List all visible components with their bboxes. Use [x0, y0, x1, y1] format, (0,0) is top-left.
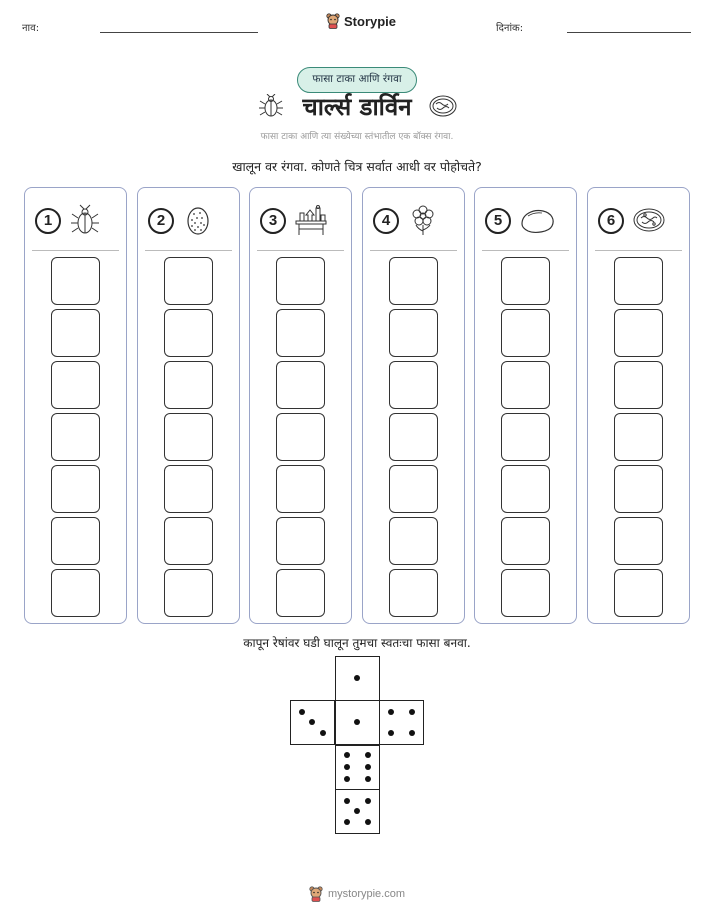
activity-badge: फासा टाका आणि रंगवा — [297, 67, 417, 93]
die-pip — [409, 709, 415, 715]
color-box[interactable] — [51, 257, 100, 305]
footer — [309, 886, 405, 902]
die-pip — [344, 752, 350, 758]
column-number: 3 — [260, 208, 286, 234]
color-box[interactable] — [501, 465, 550, 513]
stone-icon — [519, 204, 555, 238]
color-box[interactable] — [51, 465, 100, 513]
die-pip — [388, 730, 394, 736]
color-box[interactable] — [389, 309, 438, 357]
color-box[interactable] — [614, 257, 663, 305]
color-box[interactable] — [164, 569, 213, 617]
color-box[interactable] — [276, 309, 325, 357]
column-divider — [257, 250, 344, 251]
page-title: चार्ल्स डार्विन — [302, 93, 412, 121]
column-divider — [482, 250, 569, 251]
color-box[interactable] — [164, 361, 213, 409]
color-box[interactable] — [501, 257, 550, 305]
color-box[interactable] — [389, 257, 438, 305]
dice-column-6 — [587, 187, 690, 624]
die-pip — [309, 719, 315, 725]
die-pip — [365, 776, 371, 782]
dice-column-4 — [362, 187, 465, 624]
color-box[interactable] — [614, 309, 663, 357]
date-line[interactable] — [567, 32, 691, 33]
lab-table-icon — [294, 204, 330, 238]
color-box[interactable] — [389, 569, 438, 617]
column-header — [148, 201, 233, 241]
color-box[interactable] — [164, 517, 213, 565]
color-box[interactable] — [51, 309, 100, 357]
die-pip — [365, 764, 371, 770]
color-box[interactable] — [389, 361, 438, 409]
die-face — [290, 700, 335, 745]
die-pip — [365, 819, 371, 825]
die-pip — [344, 798, 350, 804]
column-number: 1 — [35, 208, 61, 234]
dice-column-2 — [137, 187, 240, 624]
dice-column-5 — [474, 187, 577, 624]
die-face — [379, 700, 424, 745]
color-box[interactable] — [501, 309, 550, 357]
color-box[interactable] — [276, 465, 325, 513]
color-box[interactable] — [614, 569, 663, 617]
die-pip — [365, 752, 371, 758]
die-pip — [409, 730, 415, 736]
color-box[interactable] — [276, 569, 325, 617]
name-label: नाव: — [22, 23, 40, 34]
die-pip — [354, 675, 360, 681]
die-pip — [320, 730, 326, 736]
date-label: दिनांक: — [496, 23, 524, 34]
die-pip — [299, 709, 305, 715]
color-box[interactable] — [51, 569, 100, 617]
column-divider — [595, 250, 682, 251]
flower-icon — [407, 204, 443, 238]
die-pip — [344, 776, 350, 782]
column-header — [260, 201, 345, 241]
color-box[interactable] — [501, 361, 550, 409]
brand-name: Storypie — [344, 13, 397, 29]
bear-mascot-icon — [309, 886, 323, 902]
color-box[interactable] — [164, 309, 213, 357]
dice-column-1 — [24, 187, 127, 624]
color-box[interactable] — [51, 413, 100, 461]
column-header — [485, 201, 570, 241]
color-box[interactable] — [501, 413, 550, 461]
die-face — [335, 700, 380, 745]
column-divider — [145, 250, 232, 251]
fossil-icon — [632, 204, 668, 238]
die-face — [335, 789, 380, 834]
column-number: 4 — [373, 208, 399, 234]
color-box[interactable] — [276, 257, 325, 305]
column-divider — [370, 250, 457, 251]
color-box[interactable] — [51, 361, 100, 409]
subtitle: फासा टाका आणि त्या संख्येच्या स्तंभातील एक बॉक्स रंगवा. — [260, 132, 454, 142]
column-header — [35, 201, 120, 241]
color-box[interactable] — [614, 465, 663, 513]
color-box[interactable] — [164, 413, 213, 461]
die-face — [335, 745, 380, 790]
color-box[interactable] — [614, 517, 663, 565]
column-header — [373, 201, 458, 241]
brand-logo — [326, 13, 396, 29]
color-box[interactable] — [389, 465, 438, 513]
name-line[interactable] — [100, 32, 258, 33]
die-pip — [344, 764, 350, 770]
column-number: 6 — [598, 208, 624, 234]
dice-column-3 — [249, 187, 352, 624]
die-face — [335, 656, 380, 701]
color-box[interactable] — [389, 517, 438, 565]
fossil-icon — [428, 94, 458, 118]
color-box[interactable] — [276, 361, 325, 409]
die-pip — [354, 719, 360, 725]
column-number: 5 — [485, 208, 511, 234]
bear-mascot-icon — [326, 13, 340, 29]
die-pip — [365, 798, 371, 804]
color-box[interactable] — [164, 465, 213, 513]
die-pip — [354, 808, 360, 814]
color-box[interactable] — [51, 517, 100, 565]
color-box[interactable] — [501, 517, 550, 565]
footer-url: mystorypie.com — [328, 888, 406, 900]
die-pip — [344, 819, 350, 825]
instruction: खालून वर रंगवा. कोणते चित्र सर्वात आधी वर पोहोचते? — [232, 159, 482, 174]
column-header — [598, 201, 683, 241]
cut-instruction: कापून रेषांवर घडी घालून तुमचा स्वतःचा फासा बनवा. — [243, 636, 471, 650]
color-box[interactable] — [276, 413, 325, 461]
column-number: 2 — [148, 208, 174, 234]
color-box[interactable] — [389, 413, 438, 461]
color-box[interactable] — [614, 361, 663, 409]
beetle-icon — [69, 204, 105, 238]
egg-icon — [182, 204, 218, 238]
color-box[interactable] — [614, 413, 663, 461]
die-pip — [388, 709, 394, 715]
color-box[interactable] — [501, 569, 550, 617]
column-divider — [32, 250, 119, 251]
color-box[interactable] — [276, 517, 325, 565]
color-box[interactable] — [164, 257, 213, 305]
